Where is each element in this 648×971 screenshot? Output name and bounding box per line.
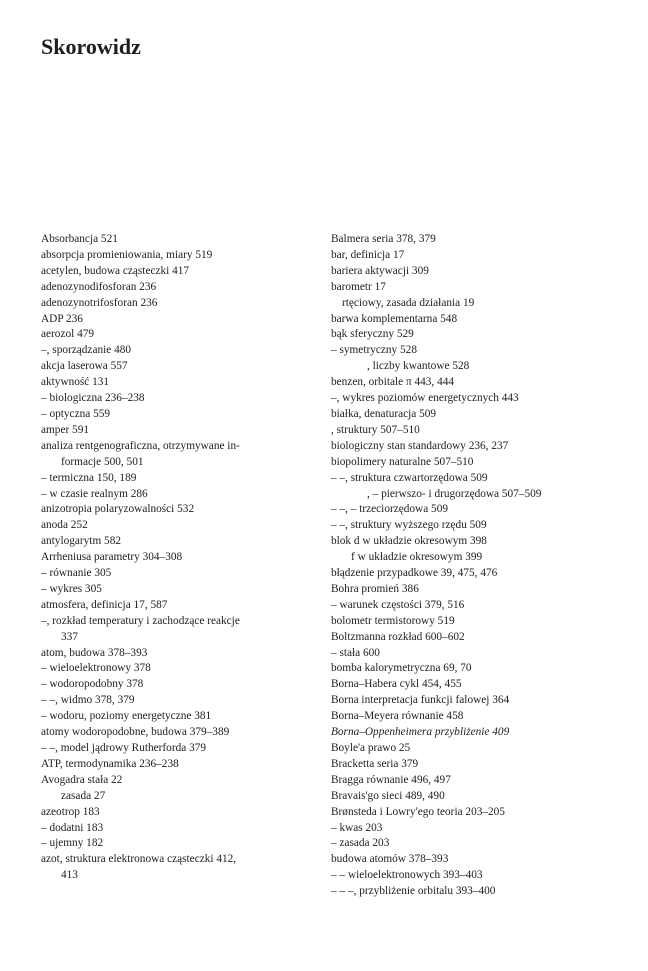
index-entry: – ujemny 182: [41, 837, 104, 850]
index-entry: barometr 17: [331, 280, 386, 293]
index-entry: f w układzie okresowym 399: [351, 551, 483, 564]
index-entry: Arrheniusa parametry 304–308: [41, 551, 183, 564]
index-entry: zasada 27: [61, 789, 106, 802]
index-entry: bariera aktywacji 309: [331, 264, 429, 277]
index-entry: błądzenie przypadkowe 39, 475, 476: [331, 567, 498, 580]
index-entry: biologiczny stan standardowy 236, 237: [331, 439, 509, 452]
index-entry: – zasada 203: [331, 837, 390, 850]
index-entry: adenozynodifosforan 236: [41, 280, 157, 293]
index-entry: –, rozkład temperatury i zachodzące reakcje: [41, 614, 240, 627]
index-entry: –, wykres poziomów energetycznych 443: [331, 392, 519, 405]
index-entry: 413: [61, 869, 78, 882]
index-entry: Bohra promień 386: [331, 582, 419, 595]
index-entry: Bragga równanie 496, 497: [331, 773, 451, 786]
index-entry: Boyle'a prawo 25: [331, 742, 411, 754]
index-entry: benzen, orbitale π 443, 444: [331, 376, 455, 389]
index-entry: biopolimery naturalne 507–510: [331, 455, 474, 468]
index-entry: – –, struktury wyższego rzędu 509: [331, 519, 487, 532]
index-entry: akcja laserowa 557: [41, 360, 128, 373]
index-entry: bolometr termistorowy 519: [331, 614, 455, 627]
index-entry: acetylen, budowa cząsteczki 417: [41, 264, 190, 277]
index-entry: aerozol 479: [41, 328, 95, 341]
index-entry: bąk sferyczny 529: [331, 328, 414, 341]
index-entry: ADP 236: [41, 312, 83, 325]
index-entry: Boltzmanna rozkład 600–602: [331, 630, 465, 643]
index-entry: atomy wodoropodobne, budowa 379–389: [41, 726, 230, 739]
index-entry: antylogarytm 582: [41, 535, 122, 548]
index-entry: atmosfera, definicja 17, 587: [41, 598, 168, 611]
index-entry: budowa atomów 378–393: [331, 853, 449, 866]
index-entry: Avogadra stała 22: [41, 773, 123, 786]
index-entry: Bracketta seria 379: [331, 757, 419, 770]
index-entry: bomba kalorymetryczna 69, 70: [331, 662, 472, 675]
index-entry: Balmera seria 378, 379: [331, 233, 436, 245]
index-entry: ATP, termodynamika 236–238: [41, 757, 179, 770]
index-entry: bar, definicja 17: [331, 248, 405, 261]
index-entry: – dodatni 183: [41, 821, 104, 834]
index-entry: absorpcja promieniowania, miary 519: [41, 248, 213, 261]
index-entry: atom, budowa 378–393: [41, 646, 148, 659]
index-entry: , – pierwszo- i drugorzędowa 507–509: [367, 487, 542, 500]
index-entry: – –, model jądrowy Rutherforda 379: [41, 742, 207, 754]
index-entry: – –, – trzeciorzędowa 509: [331, 503, 449, 516]
index-entry: – wieloelektronowy 378: [41, 662, 151, 675]
index-entry: Bravais'go sieci 489, 490: [331, 789, 445, 802]
index-entry: Brønsteda i Lowry'ego teoria 203–205: [331, 805, 505, 818]
index-entry: – –, widmo 378, 379: [41, 694, 135, 707]
index-entry: analiza rentgenograficzna, otrzymywane in-: [41, 439, 240, 452]
index-entry: formacje 500, 501: [61, 455, 144, 468]
index-entry: Borna–Meyera równanie 458: [331, 710, 464, 723]
index-entry: amper 591: [41, 423, 89, 436]
index-entry: – termiczna 150, 189: [41, 471, 137, 484]
index-entry: aktywność 131: [41, 376, 110, 389]
index-entry: – wykres 305: [41, 582, 102, 595]
index-entry: rtęciowy, zasada działania 19: [342, 296, 475, 309]
index-entry: – symetryczny 528: [331, 344, 417, 357]
index-entry: barwa komplementarna 548: [331, 312, 458, 325]
index-entry: białka, denaturacja 509: [331, 407, 437, 420]
index-entry: anoda 252: [41, 519, 88, 532]
index-entry: – wodoropodobny 378: [41, 678, 144, 691]
index-entry: Borna–Habera cykl 454, 455: [331, 678, 462, 691]
index-entry: –, sporządzanie 480: [41, 344, 132, 357]
index-entry: – równanie 305: [41, 567, 112, 580]
index-entry: azeotrop 183: [41, 805, 100, 818]
index-entry: adenozynotrifosforan 236: [41, 296, 158, 309]
index-entry: – biologiczna 236–238: [41, 392, 145, 405]
index-entry: Absorbancja 521: [41, 233, 118, 245]
index-entry: – – –, przybliżenie orbitalu 393–400: [331, 885, 496, 898]
index-entry: 337: [61, 630, 78, 643]
index-entry: – wodoru, poziomy energetyczne 381: [41, 710, 212, 723]
index-entry: – optyczna 559: [41, 407, 111, 420]
index-entry: blok d w układzie okresowym 398: [331, 535, 487, 548]
index-entry: Borna interpretacja funkcji falowej 364: [331, 694, 510, 707]
index-entry: – kwas 203: [331, 821, 383, 834]
index-entry: – – wieloelektronowych 393–403: [331, 869, 483, 882]
index-entry: – warunek częstości 379, 516: [331, 598, 465, 611]
index-entry: anizotropia polaryzowalności 532: [41, 503, 195, 516]
index-column-left: [41, 232, 311, 884]
index-entry: azot, struktura elektronowa cząsteczki 412,: [41, 853, 237, 866]
page-title: Skorowidz: [41, 34, 141, 59]
index-entry: – stała 600: [331, 646, 380, 659]
index-entry: , liczby kwantowe 528: [367, 360, 470, 373]
index-column-right: [331, 232, 601, 900]
index-entry: , struktury 507–510: [331, 423, 420, 436]
index-entry: – w czasie realnym 286: [41, 487, 148, 500]
index-entry: Borna–Oppenheimera przybliżenie 409: [331, 726, 510, 739]
index-entry: – –, struktura czwartorzędowa 509: [331, 471, 488, 484]
